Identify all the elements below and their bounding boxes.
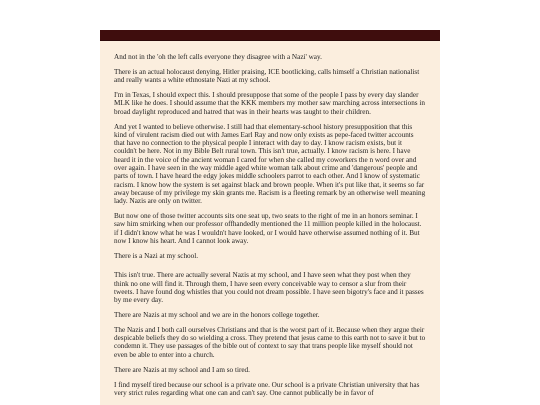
- post-paragraph: There are Nazis at my school and I am so tired.: [114, 365, 250, 374]
- post-paragraph: And not in the 'oh the left calls everyone they disagree with a Nazi' way.: [114, 53, 322, 61]
- post-paragraph: I'm in Texas, I should expect this. I should presuppose that some of the people I pass by every day slander MLK like he does. I should assume that the KKK members my mother saw marching across intersections in broad daylight reproduced and hatred that was in their hearts was taught to their children.: [114, 91, 425, 116]
- post-paragraph: There is a Nazi at my school.: [114, 251, 199, 260]
- post-paragraph: The Nazis and I both call ourselves Christians and that is the worst part of it. Because when they argue their despicable beliefs they do so wielding a cross. They pretend that jesus came to this earth not to save it but to condemn it. They use passages of the bible out of context to say that trans people like myself should not even be able to enter into a church.: [114, 325, 426, 359]
- blog-post: [100, 30, 440, 405]
- post-paragraph: There are Nazis at my school and we are in the honors college together.: [114, 310, 320, 319]
- post-paragraph: There is an actual holocaust denying, Hitler praising, ICE bootlicking, calls himself a Christian nationalist and really wants a white ethnostate Nazi at my school.: [114, 67, 420, 85]
- post-paragraph: I find myself tired because our school is a private one. Our school is a private Christian university that has very strict rules regarding what one can and can't say. One cannot publically be in favor of: [114, 380, 420, 397]
- post-header-bar: [100, 30, 440, 41]
- post-body: [100, 41, 440, 397]
- post-paragraph: But now one of those twitter accounts sits one seat up, two seats to the right of me in an honors seminar. I saw him smirking when our professor offhandedly mentioned the 11 million people killed in the holocaust. if I didn't know what he was I wouldn't have looked, or I would have otherwise assumed nothing of it. But now I know his heart. And I cannot look away.: [114, 212, 422, 246]
- post-paragraph: And yet I wanted to believe otherwise. I still had that elementary-school history presupposition that this kind of virulent racism died out with James Earl Ray and now only exists as pepe-faced twitter accounts that have no connection to the physical people I interact with day to day. I know racism exists, but it couldn't be here. Not in my Bible Belt rural town. This isn't true, actually. I know racism is here. I have heard it in the voice of the ancient woman I cared for when she called my coworkers the n word over and over again. I have seen in the way middle aged white woman talk about crime and 'dangerous' people and parts of town. I have heard the edgy jokes middle schoolers parrot to each other. And I know of systematic racism. I know how the system is set against black and brown people. When it's put like that, it seems so far away because of my privilege my skin grants me. Racism is a fleeting remark by an otherwise well meaning lady. Nazis are only on twitter.: [114, 122, 426, 206]
- post-paragraph: This isn't true. There are actually several Nazis at my school, and I have seen what they post when they think no one will find it. Through them, I have seen every conceivable way to censor a slur from their tweets. I have found dog whistles that you could not dream possible. I have seen bigotry's face and it passes by me every day.: [114, 271, 424, 305]
